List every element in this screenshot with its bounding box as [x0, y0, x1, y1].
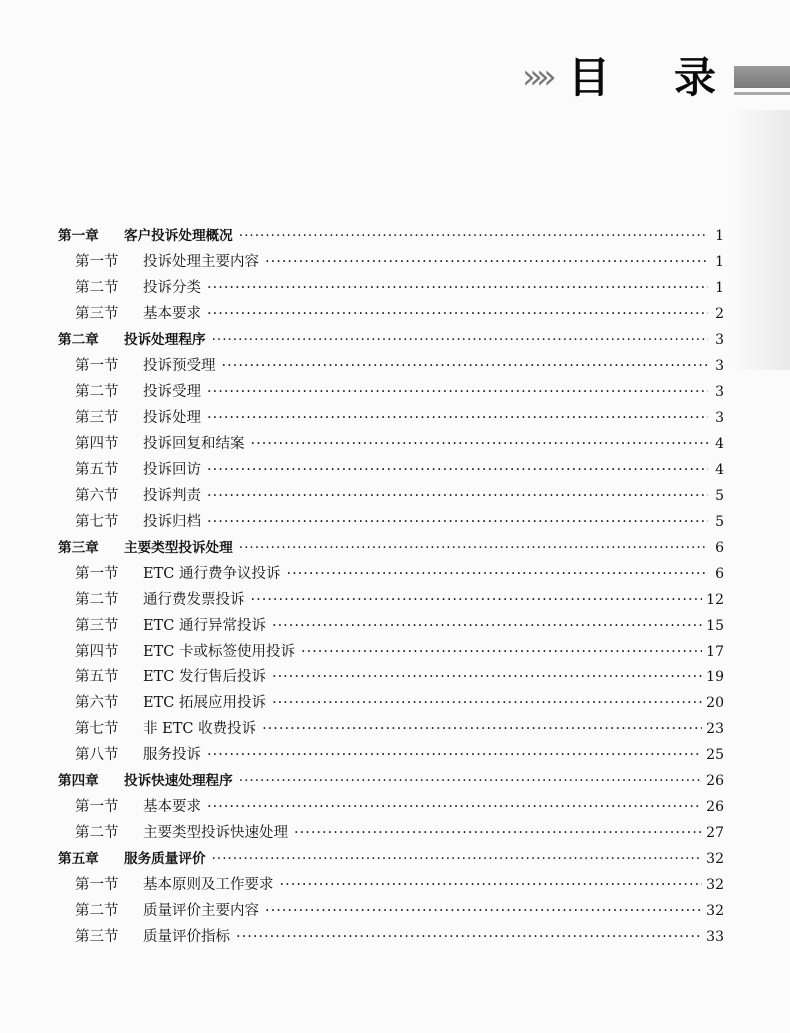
chapter-number: 第五章 — [58, 851, 99, 868]
toc-chapter-entry[interactable] — [58, 328, 724, 354]
section-number: 第二节 — [75, 279, 119, 296]
section-title: 投诉预受理 — [143, 357, 216, 374]
section-number: 第二节 — [75, 383, 119, 400]
chapter-title: 客户投诉处理概况 — [124, 228, 233, 244]
table-of-contents — [58, 224, 724, 951]
dot-leader — [207, 276, 708, 302]
dot-leader — [301, 640, 702, 666]
section-number: 第六节 — [75, 487, 119, 504]
dot-leader — [236, 925, 702, 951]
page-number: 1 — [715, 253, 724, 270]
section-title: 服务投诉 — [143, 747, 201, 764]
scan-shadow — [730, 110, 790, 370]
page-title-char-2: 录 — [674, 53, 717, 102]
dot-leader — [272, 691, 702, 717]
section-title: 基本要求 — [143, 305, 201, 322]
section-number: 第四节 — [75, 643, 119, 660]
toc-chapter-entry[interactable] — [58, 847, 724, 873]
toc-section-entry[interactable] — [58, 484, 724, 510]
page-number: 26 — [706, 799, 724, 816]
page-number: 5 — [715, 487, 724, 504]
section-title: 投诉处理 — [143, 409, 201, 426]
page-number: 3 — [715, 331, 724, 348]
section-number: 第二节 — [75, 825, 119, 842]
toc-section-entry[interactable] — [58, 614, 724, 640]
toc-chapter-entry[interactable] — [58, 224, 724, 250]
section-number: 第三节 — [75, 305, 119, 322]
page-number: 27 — [706, 825, 724, 842]
dot-leader — [207, 302, 708, 328]
toc-section-entry[interactable] — [58, 899, 724, 925]
page-number: 17 — [706, 643, 724, 660]
decorative-line — [734, 92, 790, 95]
page-number: 6 — [715, 565, 724, 582]
toc-section-entry[interactable] — [58, 717, 724, 743]
toc-section-entry[interactable] — [58, 510, 724, 536]
page-number: 12 — [706, 591, 724, 608]
page-number: 32 — [706, 851, 724, 868]
section-title: 质量评价指标 — [143, 929, 230, 946]
page-number: 15 — [706, 617, 724, 634]
toc-section-entry[interactable] — [58, 354, 724, 380]
dot-leader — [207, 380, 708, 406]
section-title: ETC 通行异常投诉 — [143, 617, 266, 634]
section-title: 投诉归档 — [143, 513, 201, 530]
page-number: 6 — [715, 539, 724, 556]
toc-section-entry[interactable] — [58, 691, 724, 717]
page-number: 32 — [706, 877, 724, 894]
page-number: 25 — [706, 747, 724, 764]
chevron-icon: » — [536, 57, 543, 97]
toc-section-entry[interactable] — [58, 276, 724, 302]
page-number: 26 — [706, 773, 724, 790]
section-number: 第二节 — [75, 591, 119, 608]
toc-section-entry[interactable] — [58, 665, 724, 691]
section-title: 投诉判责 — [143, 487, 201, 504]
page-number: 33 — [706, 929, 724, 946]
chevron-icon: » — [522, 57, 529, 97]
toc-chapter-entry[interactable] — [58, 769, 724, 795]
dot-leader — [222, 354, 709, 380]
section-number: 第一节 — [75, 799, 119, 816]
page-number: 4 — [715, 435, 724, 452]
chapter-title: 服务质量评价 — [124, 851, 206, 868]
page-number: 1 — [715, 279, 724, 296]
toc-section-entry[interactable] — [58, 432, 724, 458]
dot-leader — [207, 795, 702, 821]
dot-leader — [207, 458, 708, 484]
page-number: 23 — [706, 721, 724, 738]
chapter-number: 第一章 — [58, 228, 99, 244]
decorative-bar — [734, 66, 790, 88]
toc-section-entry[interactable] — [58, 588, 724, 614]
page-number: 3 — [715, 357, 724, 374]
section-number: 第六节 — [75, 695, 119, 712]
section-title: ETC 拓展应用投诉 — [143, 695, 266, 712]
dot-leader — [239, 536, 708, 562]
section-number: 第八节 — [75, 747, 119, 764]
section-number: 第五节 — [75, 461, 119, 478]
page-number: 5 — [715, 513, 724, 530]
page-title-char-1: 目 — [568, 53, 611, 102]
section-title: ETC 卡或标签使用投诉 — [143, 643, 295, 660]
toc-section-entry[interactable] — [58, 250, 724, 276]
chapter-title: 主要类型投诉处理 — [124, 539, 233, 556]
dot-leader — [207, 406, 708, 432]
chapter-title: 投诉处理程序 — [124, 331, 206, 348]
toc-section-entry[interactable] — [58, 562, 724, 588]
dot-leader — [262, 717, 702, 743]
section-title: 基本原则及工作要求 — [143, 877, 274, 894]
section-title: 投诉处理主要内容 — [143, 253, 259, 270]
section-number: 第一节 — [75, 357, 119, 374]
toc-section-entry[interactable] — [58, 640, 724, 666]
section-number: 第四节 — [75, 435, 119, 452]
dot-leader — [280, 873, 703, 899]
dot-leader — [286, 562, 708, 588]
toc-section-entry[interactable] — [58, 821, 724, 847]
page-number: 3 — [715, 409, 724, 426]
section-number: 第七节 — [75, 721, 119, 738]
toc-section-entry[interactable] — [58, 873, 724, 899]
dot-leader — [265, 250, 708, 276]
chapter-title: 投诉快速处理程序 — [124, 773, 233, 790]
chapter-number: 第四章 — [58, 773, 99, 790]
page-number: 4 — [715, 461, 724, 478]
dot-leader — [251, 432, 709, 458]
page-number: 19 — [706, 669, 724, 686]
dot-leader — [239, 224, 708, 250]
toc-section-entry[interactable] — [58, 406, 724, 432]
chapter-number: 第二章 — [58, 331, 99, 348]
section-title: 投诉回复和结案 — [143, 435, 245, 452]
page-number: 20 — [706, 695, 724, 712]
page-number: 2 — [715, 305, 724, 322]
dot-leader — [212, 847, 703, 873]
toc-section-entry[interactable] — [58, 743, 724, 769]
toc-section-entry[interactable] — [58, 458, 724, 484]
page-number: 3 — [715, 383, 724, 400]
section-title: 主要类型投诉快速处理 — [143, 825, 288, 842]
section-title: ETC 通行费争议投诉 — [143, 565, 281, 582]
dot-leader — [207, 510, 708, 536]
section-number: 第三节 — [75, 617, 119, 634]
section-title: ETC 发行售后投诉 — [143, 669, 266, 686]
section-number: 第二节 — [75, 903, 119, 920]
toc-section-entry[interactable] — [58, 925, 724, 951]
dot-leader — [294, 821, 702, 847]
section-title: 通行费发票投诉 — [143, 591, 245, 608]
page-number: 1 — [715, 228, 724, 244]
section-number: 第七节 — [75, 513, 119, 530]
dot-leader — [207, 743, 702, 769]
section-title: 基本要求 — [143, 799, 201, 816]
dot-leader — [251, 588, 703, 614]
dot-leader — [207, 484, 708, 510]
section-title: 投诉受理 — [143, 383, 201, 400]
toc-header — [522, 52, 790, 104]
section-title: 质量评价主要内容 — [143, 903, 259, 920]
toc-section-entry[interactable] — [58, 302, 724, 328]
chapter-number: 第三章 — [58, 539, 99, 556]
section-number: 第五节 — [75, 669, 119, 686]
section-number: 第一节 — [75, 877, 119, 894]
section-title: 非 ETC 收费投诉 — [143, 721, 257, 738]
dot-leader — [212, 328, 708, 354]
dot-leader — [265, 899, 702, 925]
toc-section-entry[interactable] — [58, 380, 724, 406]
section-number: 第一节 — [75, 565, 119, 582]
section-title: 投诉分类 — [143, 279, 201, 296]
dot-leader — [239, 769, 702, 795]
section-number: 第一节 — [75, 253, 119, 270]
section-title: 投诉回访 — [143, 461, 201, 478]
page-number: 32 — [706, 903, 724, 920]
section-number: 第三节 — [75, 409, 119, 426]
toc-chapter-entry[interactable] — [58, 536, 724, 562]
toc-section-entry[interactable] — [58, 795, 724, 821]
dot-leader — [272, 665, 702, 691]
section-number: 第三节 — [75, 929, 119, 946]
dot-leader — [272, 614, 702, 640]
